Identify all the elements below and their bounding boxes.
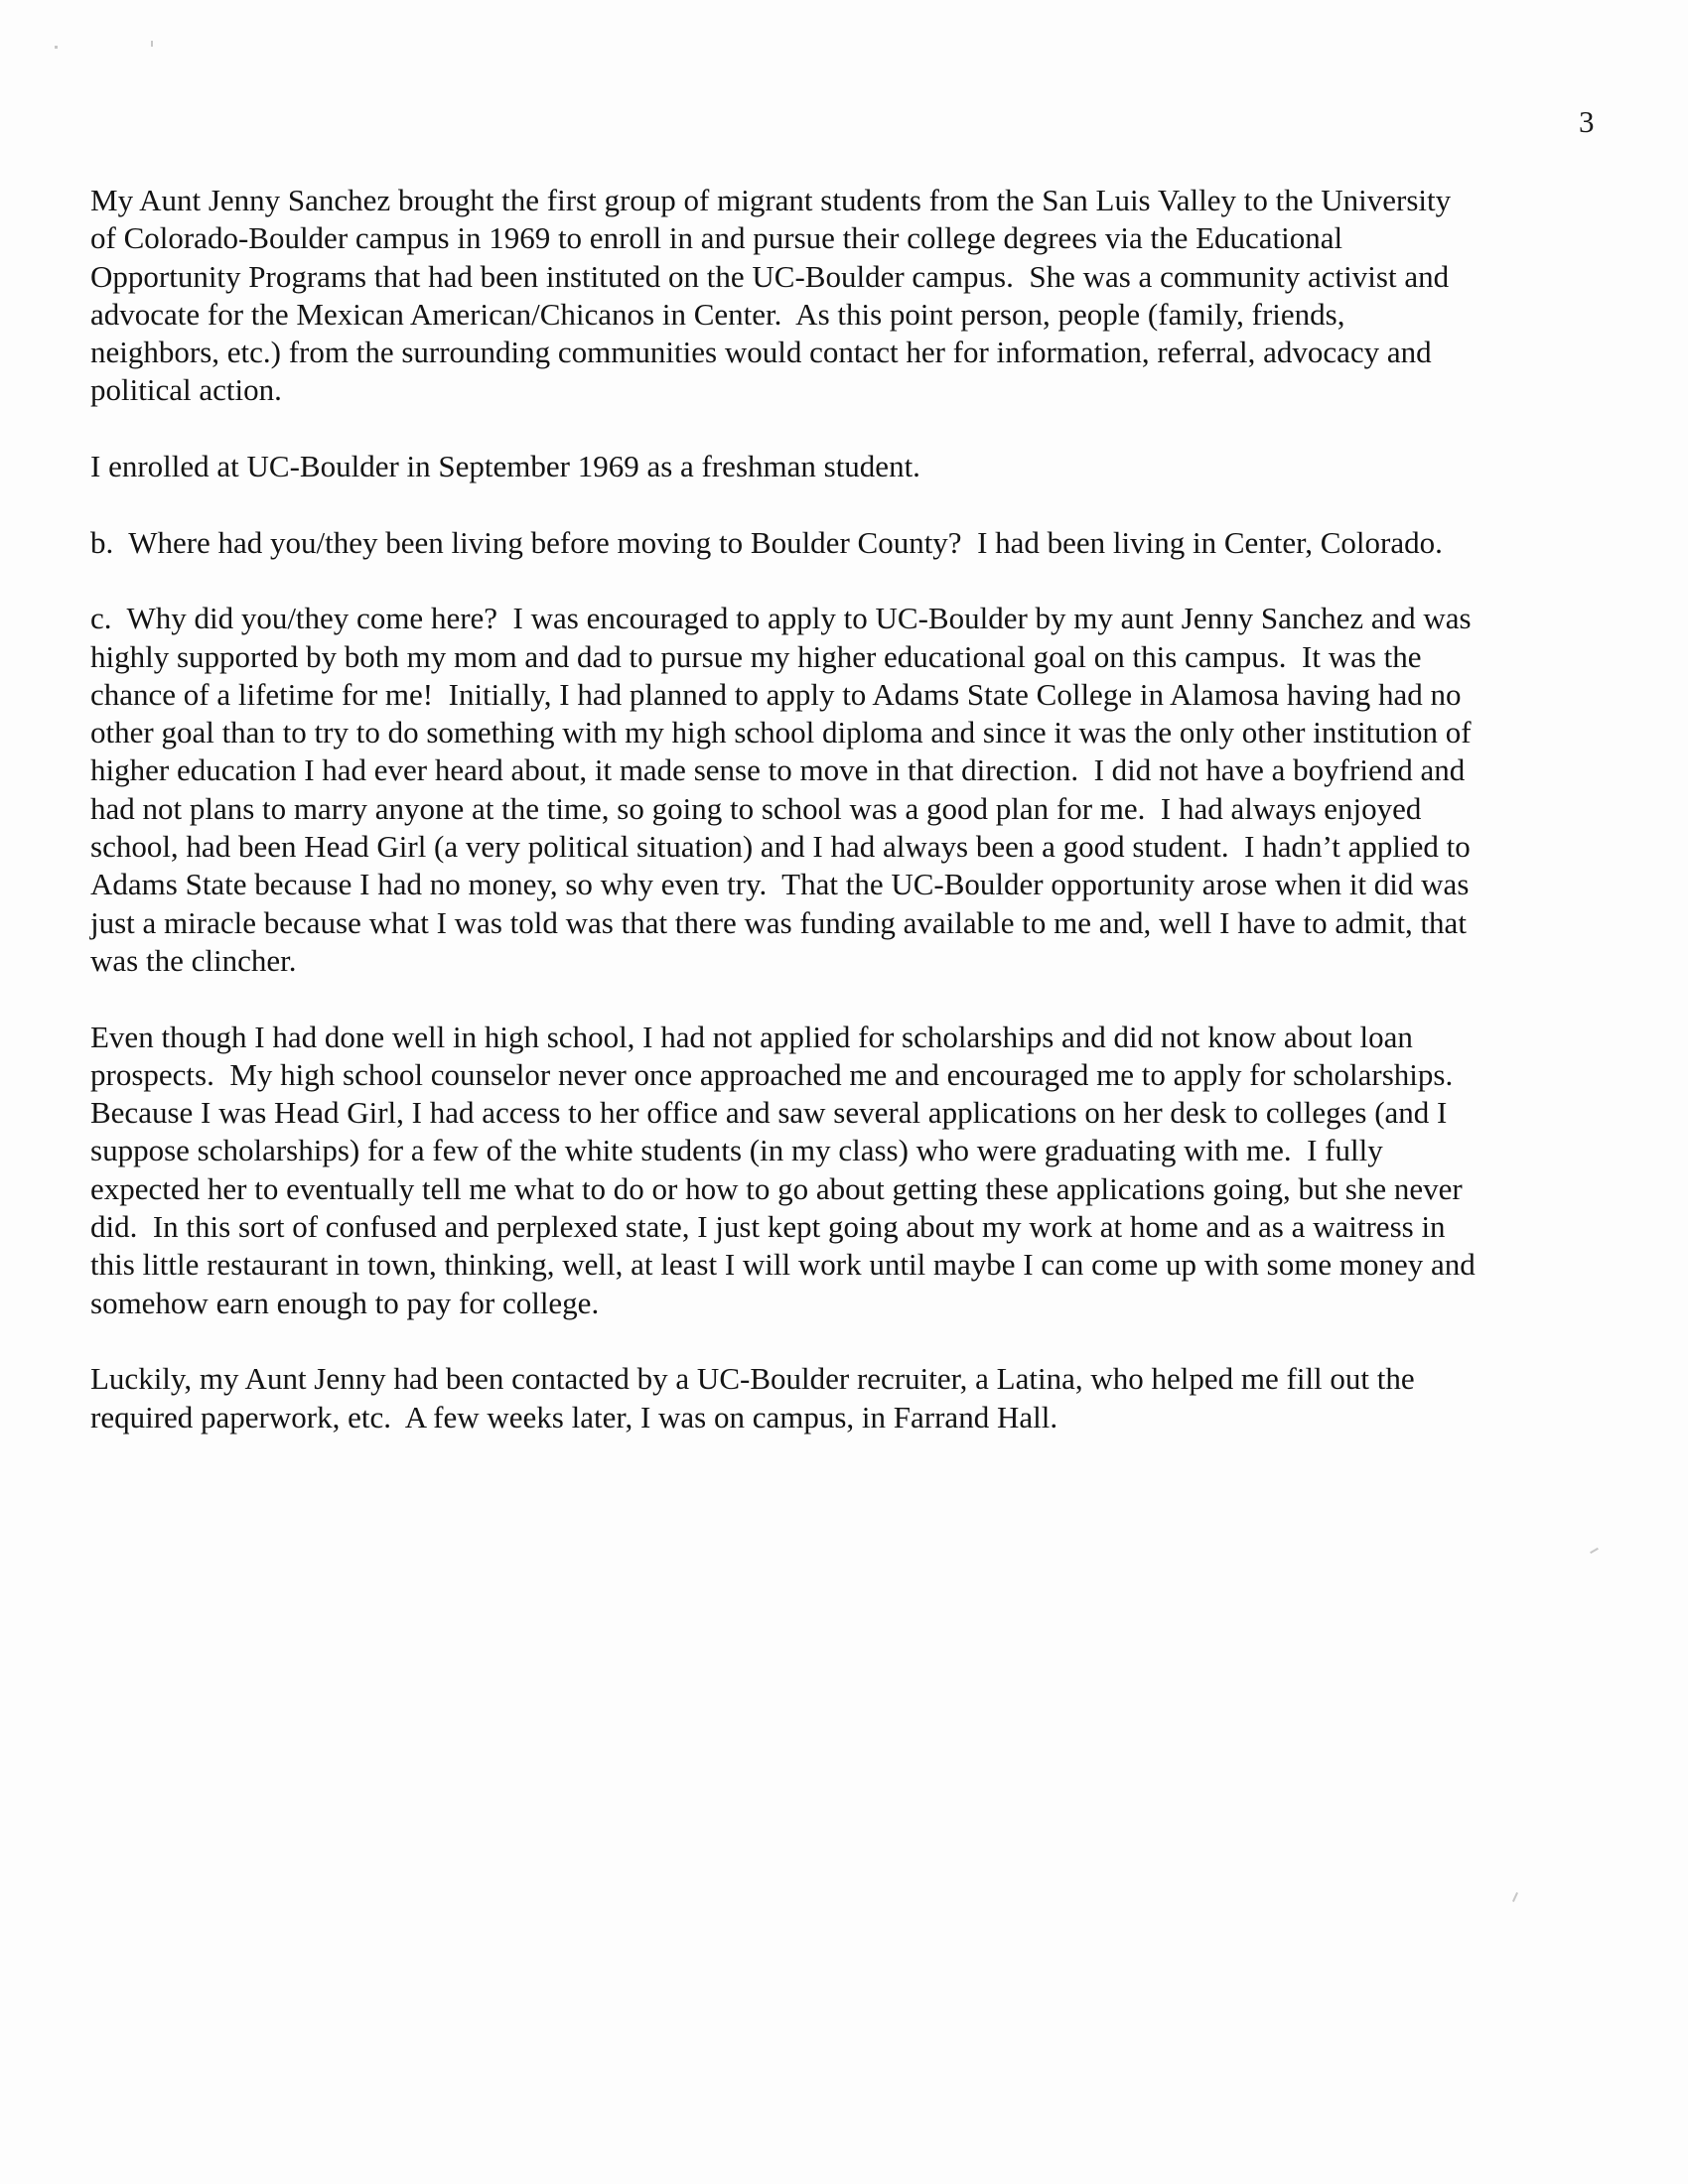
text-line: this little restaurant in town, thinking, well, at least I will work until maybe I can come up with some money and: [90, 1247, 1476, 1283]
text-line: Because I was Head Girl, I had access to her office and saw several applications on her desk to colleges (and I: [90, 1095, 1448, 1131]
scan-speck: [151, 41, 153, 47]
text-line: Even though I had done well in high school, I had not applied for scholarships and did not know about loan: [90, 1019, 1413, 1054]
scan-speck: [1512, 1892, 1518, 1902]
text-line: other goal than to try to do something with my high school diploma and since it was the only other institution of: [90, 715, 1472, 751]
text-line: just a miracle because what I was told was that there was funding available to me and, well I have to admit, that: [90, 904, 1467, 940]
scan-speck: [55, 46, 58, 49]
paragraph-question-b: [90, 524, 1610, 562]
text-line: highly supported by both my mom and dad to pursue my higher educational goal on this campus. It was the: [90, 638, 1422, 674]
page-number: 3: [1579, 104, 1595, 139]
text-line: advocate for the Mexican American/Chicanos in Center. As this point person, people (family, friends,: [90, 296, 1345, 332]
text-line: chance of a lifetime for me! Initially, I had planned to apply to Adams State College in Alamosa having had no: [90, 676, 1462, 712]
text-line: neighbors, etc.) from the surrounding communities would contact her for information, referral, advocacy and: [90, 335, 1432, 370]
text-line: required paperwork, etc. A few weeks later, I was on campus, in Farrand Hall.: [90, 1399, 1058, 1434]
text-line: political action.: [90, 372, 282, 408]
text-line: had not plans to marry anyone at the time, so going to school was a good plan for me. I had always enjoyed: [90, 790, 1422, 826]
paragraph-question-c: [90, 600, 1610, 980]
text-line: I enrolled at UC-Boulder in September 1969 as a freshman student.: [90, 449, 920, 484]
paragraph-enrolled: [90, 448, 1610, 485]
paragraph-aunt-jenny: [90, 182, 1610, 410]
document-body: [90, 182, 1610, 1474]
text-line: Opportunity Programs that had been instituted on the UC-Boulder campus. She was a community activist and: [90, 258, 1450, 294]
scan-speck: [1590, 1548, 1599, 1554]
text-line: My Aunt Jenny Sanchez brought the first group of migrant students from the San Luis Valley to the University: [90, 183, 1452, 217]
paragraph-even-though: [90, 1019, 1610, 1322]
paragraph-luckily: [90, 1360, 1610, 1436]
text-line: of Colorado-Boulder campus in 1969 to enroll in and pursue their college degrees via the Educational: [90, 220, 1343, 256]
text-line: suppose scholarships) for a few of the white students (in my class) who were graduating with me. I fully: [90, 1133, 1383, 1168]
text-line: Luckily, my Aunt Jenny had been contacted by a UC-Boulder recruiter, a Latina, who helped me fill out the: [90, 1361, 1415, 1397]
text-line: c. Why did you/they come here? I was encouraged to apply to UC-Boulder by my aunt Jenny Sanchez and was: [90, 601, 1472, 636]
text-line: was the clincher.: [90, 942, 297, 978]
text-line: higher education I had ever heard about, it made sense to move in that direction. I did not have a boyfriend and: [90, 752, 1466, 788]
text-line: school, had been Head Girl (a very political situation) and I had always been a good student. I hadn’t applied to: [90, 829, 1471, 865]
text-line: somehow earn enough to pay for college.: [90, 1285, 600, 1320]
text-line: b. Where had you/they been living before moving to Boulder County? I had been living in Center, Colorado.: [90, 524, 1443, 560]
text-line: expected her to eventually tell me what to do or how to go about getting these applications going, but she never: [90, 1170, 1463, 1206]
text-line: Adams State because I had no money, so why even try. That the UC-Boulder opportunity arose when it did was: [90, 867, 1470, 902]
text-line: prospects. My high school counselor never once approached me and encouraged me to apply for scholarships.: [90, 1056, 1454, 1092]
text-line: did. In this sort of confused and perplexed state, I just kept going about my work at home and as a waitress in: [90, 1209, 1446, 1245]
